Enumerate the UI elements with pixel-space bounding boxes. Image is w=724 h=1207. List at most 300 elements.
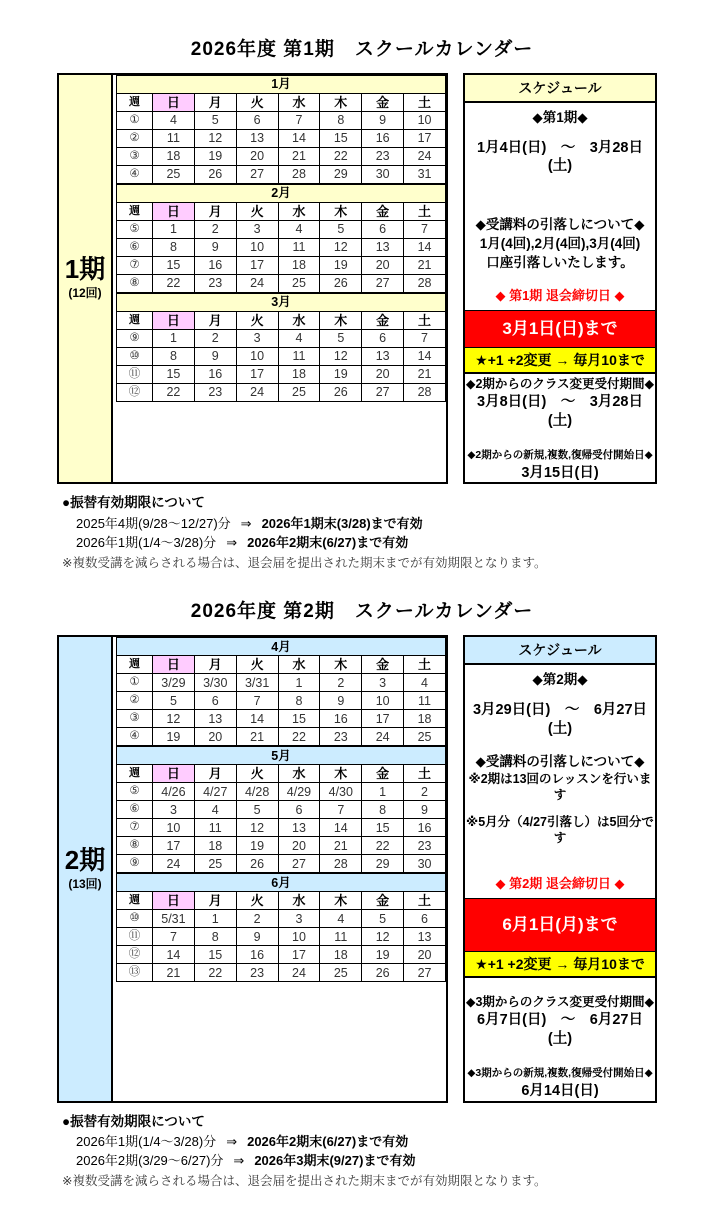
schedule-text: ※5月分（4/27引落し）は5回分です (466, 814, 654, 845)
weekday-header: 木 (320, 765, 362, 783)
change-rule-banner: ★+1 +2変更 → 毎月10まで (465, 348, 655, 374)
schedule-text: ◆3期からの新規,複数,復帰受付開始日◆ (467, 1067, 653, 1080)
deadline-banner: 3月1日(日)まで (465, 310, 655, 348)
month-calendar (116, 75, 446, 184)
schedule-text: ◆第2期◆ (532, 672, 588, 688)
deadline-title: ◆ 第1期 退会締切日 ◆ (495, 287, 625, 303)
month-title: 4月 (117, 638, 446, 656)
day-cell: 3/29 (153, 674, 195, 692)
day-cell: 16 (320, 710, 362, 728)
weekday-header: 木 (320, 656, 362, 674)
arrow-glyph: ⇒ (240, 515, 252, 531)
week-number: ⑨ (117, 855, 153, 873)
day-cell: 18 (278, 366, 320, 384)
transfer-validity-line (76, 1151, 724, 1171)
day-cell: 4/27 (194, 783, 236, 801)
weekday-header: 水 (278, 892, 320, 910)
day-cell: 15 (153, 366, 195, 384)
day-cell: 5 (320, 221, 362, 239)
weekday-header: 木 (320, 892, 362, 910)
validity-to: 2026年2期末(6/27)まで有効 (247, 535, 409, 551)
day-cell: 30 (404, 855, 446, 873)
transfer-validity-line (76, 514, 724, 534)
validity-to: 2026年3期末(9/27)まで有効 (254, 1153, 416, 1169)
arrow-glyph: ⇒ (226, 1133, 238, 1149)
day-cell: 17 (153, 837, 195, 855)
week-number: ⑥ (117, 239, 153, 257)
week-number: ⑫ (117, 384, 153, 402)
period-1-content-row (57, 73, 724, 484)
day-cell: 6 (404, 910, 446, 928)
day-cell: 16 (194, 257, 236, 275)
day-cell: 19 (236, 837, 278, 855)
schedule-text: 3月15日(日) (521, 464, 599, 481)
week-number: ④ (117, 728, 153, 746)
weekday-header: 水 (278, 312, 320, 330)
day-cell: 8 (153, 239, 195, 257)
arrow-glyph: ⇒ (233, 1153, 245, 1169)
transfer-validity-line (76, 533, 724, 553)
day-cell: 28 (404, 275, 446, 293)
weekday-header: 土 (404, 892, 446, 910)
day-cell: 12 (320, 239, 362, 257)
day-cell: 14 (320, 819, 362, 837)
day-cell: 9 (194, 239, 236, 257)
change-rule-banner: ★+1 +2変更 → 毎月10まで (465, 952, 655, 978)
day-cell: 7 (236, 692, 278, 710)
weekday-header: 火 (236, 656, 278, 674)
day-cell: 26 (236, 855, 278, 873)
day-cell: 3/31 (236, 674, 278, 692)
day-cell: 4 (404, 674, 446, 692)
month-title: 5月 (117, 747, 446, 765)
week-number: ⑪ (117, 928, 153, 946)
weekday-header: 水 (278, 203, 320, 221)
day-cell: 29 (320, 166, 362, 184)
day-cell: 10 (278, 928, 320, 946)
day-cell: 5 (236, 801, 278, 819)
weekday-header: 火 (236, 765, 278, 783)
day-cell: 4 (278, 221, 320, 239)
period-label: 1期 (64, 254, 106, 285)
day-cell: 22 (362, 837, 404, 855)
day-cell: 9 (362, 112, 404, 130)
day-cell: 13 (278, 819, 320, 837)
day-cell: 19 (362, 946, 404, 964)
day-cell: 19 (194, 148, 236, 166)
day-cell: 3 (362, 674, 404, 692)
validity-to: 2026年2期末(6/27)まで有効 (247, 1133, 409, 1149)
day-cell: 21 (320, 837, 362, 855)
validity-from: 2026年1期(1/4～3/28)分 (76, 1133, 217, 1149)
deadline-title: ◆ 第2期 退会締切日 ◆ (495, 876, 625, 892)
day-cell: 15 (278, 710, 320, 728)
weekday-header: 金 (362, 312, 404, 330)
day-cell: 8 (194, 928, 236, 946)
day-cell: 21 (404, 366, 446, 384)
weekday-header: 火 (236, 312, 278, 330)
day-cell: 4 (194, 801, 236, 819)
schedule-text: 1月4日(日) ～ 3月28日(土) (477, 139, 643, 175)
weekday-header: 週 (117, 765, 153, 783)
period-label: 2期 (64, 844, 106, 875)
day-cell: 3 (236, 221, 278, 239)
weekday-header: 月 (194, 94, 236, 112)
weekday-header: 火 (236, 94, 278, 112)
month-calendar (116, 184, 446, 293)
day-cell: 11 (194, 819, 236, 837)
day-cell: 21 (153, 964, 195, 982)
month-title: 6月 (117, 874, 446, 892)
weekday-header: 木 (320, 94, 362, 112)
day-cell: 14 (404, 348, 446, 366)
transfer-validity-line (76, 1132, 724, 1152)
day-cell: 18 (194, 837, 236, 855)
day-cell: 25 (278, 275, 320, 293)
day-cell: 20 (236, 148, 278, 166)
day-cell: 27 (362, 275, 404, 293)
day-cell: 1 (153, 330, 195, 348)
day-cell: 27 (404, 964, 446, 982)
day-cell: 12 (320, 348, 362, 366)
day-cell: 30 (362, 166, 404, 184)
day-cell: 3/30 (194, 674, 236, 692)
schedule-panel-header: スケジュール (465, 75, 655, 103)
day-cell: 31 (404, 166, 446, 184)
day-cell: 13 (362, 239, 404, 257)
schedule-text: ◆第1期◆ (532, 110, 588, 125)
day-cell: 21 (236, 728, 278, 746)
day-cell: 2 (194, 330, 236, 348)
week-number: ⑨ (117, 330, 153, 348)
schedule-text: 6月14日(日) (521, 1082, 599, 1099)
day-cell: 25 (194, 855, 236, 873)
day-cell: 24 (278, 964, 320, 982)
schedule-text: ◆受講料の引落しについて◆ (475, 217, 645, 233)
page-title: 2026年度 第1期 スクールカレンダー (190, 39, 534, 60)
month-title: 2月 (117, 185, 446, 203)
day-cell: 24 (404, 148, 446, 166)
day-cell: 8 (362, 801, 404, 819)
day-cell: 4/29 (278, 783, 320, 801)
weekday-header: 日 (153, 312, 195, 330)
day-cell: 16 (362, 130, 404, 148)
day-cell: 10 (362, 692, 404, 710)
day-cell: 24 (362, 728, 404, 746)
weekday-header: 週 (117, 312, 153, 330)
day-cell: 8 (153, 348, 195, 366)
weekday-header: 月 (194, 765, 236, 783)
day-cell: 12 (362, 928, 404, 946)
day-cell: 7 (404, 330, 446, 348)
day-cell: 4 (278, 330, 320, 348)
week-number: ⑫ (117, 946, 153, 964)
day-cell: 6 (236, 112, 278, 130)
day-cell: 16 (236, 946, 278, 964)
day-cell: 9 (236, 928, 278, 946)
week-number: ⑬ (117, 964, 153, 982)
day-cell: 23 (320, 728, 362, 746)
month-calendar (116, 293, 446, 402)
week-number: ② (117, 130, 153, 148)
period-1-calendar (57, 73, 448, 484)
schedule-panel-header: スケジュール (465, 637, 655, 665)
day-cell: 9 (404, 801, 446, 819)
week-number: ③ (117, 710, 153, 728)
period-1-section (0, 34, 724, 572)
day-cell: 13 (362, 348, 404, 366)
weekday-header: 金 (362, 892, 404, 910)
day-cell: 9 (194, 348, 236, 366)
day-cell: 17 (236, 366, 278, 384)
day-cell: 21 (404, 257, 446, 275)
period-2-schedule-panel (463, 635, 657, 1102)
day-cell: 3 (236, 330, 278, 348)
week-number: ② (117, 692, 153, 710)
weekday-header: 金 (362, 656, 404, 674)
day-cell: 23 (194, 275, 236, 293)
weekday-header: 日 (153, 892, 195, 910)
day-cell: 28 (320, 855, 362, 873)
schedule-panel-body (465, 665, 655, 1100)
day-cell: 27 (362, 384, 404, 402)
day-cell: 26 (194, 166, 236, 184)
weekday-header: 月 (194, 312, 236, 330)
deadline-banner: 6月1日(月)まで (465, 898, 655, 952)
period-1-side-label (59, 75, 113, 482)
day-cell: 6 (362, 221, 404, 239)
day-cell: 5 (194, 112, 236, 130)
weekday-header: 日 (153, 765, 195, 783)
day-cell: 10 (236, 348, 278, 366)
day-cell: 21 (278, 148, 320, 166)
day-cell: 17 (278, 946, 320, 964)
schedule-text: 6月7日(日) ～ 6月27日(土) (477, 1012, 643, 1048)
period-2-section (0, 596, 724, 1190)
day-cell: 11 (278, 239, 320, 257)
week-number: ⑪ (117, 366, 153, 384)
day-cell: 8 (320, 112, 362, 130)
day-cell: 1 (153, 221, 195, 239)
weekday-header: 水 (278, 656, 320, 674)
page-title: 2026年度 第2期 スクールカレンダー (190, 601, 534, 623)
day-cell: 16 (194, 366, 236, 384)
day-cell: 2 (320, 674, 362, 692)
day-cell: 1 (362, 783, 404, 801)
day-cell: 20 (194, 728, 236, 746)
schedule-text: ◆3期からのクラス変更受付期間◆ (465, 995, 655, 1010)
day-cell: 10 (236, 239, 278, 257)
day-cell: 23 (404, 837, 446, 855)
day-cell: 12 (153, 710, 195, 728)
day-cell: 7 (404, 221, 446, 239)
day-cell: 28 (404, 384, 446, 402)
period-1-footer-notes (62, 493, 724, 572)
weekday-header: 火 (236, 203, 278, 221)
period-2-side-label (59, 637, 113, 1100)
day-cell: 23 (194, 384, 236, 402)
day-cell: 14 (404, 239, 446, 257)
day-cell: 2 (404, 783, 446, 801)
day-cell: 6 (362, 330, 404, 348)
period-lesson-count: (12回) (68, 286, 102, 301)
day-cell: 22 (278, 728, 320, 746)
day-cell: 25 (404, 728, 446, 746)
day-cell: 18 (404, 710, 446, 728)
day-cell: 16 (404, 819, 446, 837)
validity-to: 2026年1期末(3/28)まで有効 (261, 515, 423, 531)
period-2-content-row (57, 635, 724, 1102)
validity-from: 2025年4期(9/28～12/27)分 (76, 515, 231, 531)
period-2-calendar (57, 635, 448, 1102)
weekday-header: 週 (117, 203, 153, 221)
day-cell: 24 (236, 275, 278, 293)
schedule-text: 3月29日(日) ～ 6月27日(土) (472, 701, 648, 737)
weekday-header: 木 (320, 203, 362, 221)
day-cell: 19 (153, 728, 195, 746)
day-cell: 18 (278, 257, 320, 275)
day-cell: 15 (362, 819, 404, 837)
day-cell: 6 (278, 801, 320, 819)
day-cell: 3 (153, 801, 195, 819)
schedule-text: 1月(4回),2月(4回),3月(4回) (479, 235, 641, 251)
weekday-header: 日 (153, 94, 195, 112)
day-cell: 5 (320, 330, 362, 348)
day-cell: 29 (362, 855, 404, 873)
day-cell: 1 (278, 674, 320, 692)
week-number: ⑤ (117, 783, 153, 801)
month-calendar (116, 746, 446, 873)
day-cell: 26 (320, 275, 362, 293)
day-cell: 4/28 (236, 783, 278, 801)
day-cell: 3 (278, 910, 320, 928)
day-cell: 23 (236, 964, 278, 982)
weekday-header: 土 (404, 656, 446, 674)
day-cell: 1 (194, 910, 236, 928)
period-lesson-count: (13回) (68, 876, 102, 891)
day-cell: 26 (320, 384, 362, 402)
day-cell: 2 (236, 910, 278, 928)
day-cell: 5 (153, 692, 195, 710)
day-cell: 7 (278, 112, 320, 130)
schedule-text: ◆2期からの新規,複数,復帰受付開始日◆ (467, 448, 653, 461)
day-cell: 20 (362, 257, 404, 275)
day-cell: 25 (278, 384, 320, 402)
weekday-header: 土 (404, 94, 446, 112)
footer-title: ●振替有効期限について (62, 495, 205, 511)
day-cell: 20 (404, 946, 446, 964)
schedule-text: 3月8日(日) ～ 3月28日(土) (477, 394, 643, 430)
arrow-glyph: ⇒ (226, 535, 238, 551)
month-calendar (116, 873, 446, 982)
day-cell: 9 (320, 692, 362, 710)
day-cell: 4/30 (320, 783, 362, 801)
day-cell: 12 (194, 130, 236, 148)
day-cell: 7 (320, 801, 362, 819)
day-cell: 17 (404, 130, 446, 148)
week-number: ⑩ (117, 348, 153, 366)
schedule-text: ◆受講料の引落しについて◆ (475, 753, 645, 769)
schedule-text: 口座引落しいたします。 (486, 255, 634, 271)
day-cell: 13 (236, 130, 278, 148)
week-number: ⑦ (117, 257, 153, 275)
day-cell: 23 (362, 148, 404, 166)
day-cell: 19 (320, 257, 362, 275)
month-title: 3月 (117, 294, 446, 312)
day-cell: 15 (194, 946, 236, 964)
day-cell: 7 (153, 928, 195, 946)
day-cell: 20 (278, 837, 320, 855)
day-cell: 22 (320, 148, 362, 166)
day-cell: 25 (320, 964, 362, 982)
day-cell: 6 (194, 692, 236, 710)
day-cell: 17 (362, 710, 404, 728)
weekday-header: 月 (194, 656, 236, 674)
footer-note: ※複数受講を減らされる場合は、退会届を提出された期末までが有効期限となります。 (62, 1173, 547, 1188)
weekday-header: 水 (278, 94, 320, 112)
week-number: ⑧ (117, 275, 153, 293)
week-number: ⑦ (117, 819, 153, 837)
period-2-footer-notes (62, 1112, 724, 1191)
week-number: ③ (117, 148, 153, 166)
weekday-header: 週 (117, 892, 153, 910)
day-cell: 4 (320, 910, 362, 928)
weekday-header: 金 (362, 765, 404, 783)
day-cell: 18 (153, 148, 195, 166)
day-cell: 25 (153, 166, 195, 184)
weekday-header: 日 (153, 656, 195, 674)
day-cell: 27 (236, 166, 278, 184)
day-cell: 11 (320, 928, 362, 946)
weekday-header: 金 (362, 94, 404, 112)
day-cell: 10 (404, 112, 446, 130)
weekday-header: 月 (194, 203, 236, 221)
weekday-header: 水 (278, 765, 320, 783)
footer-title: ●振替有効期限について (62, 1113, 205, 1129)
schedule-text: ◆2期からのクラス変更受付期間◆ (465, 376, 655, 391)
month-title: 1月 (117, 76, 446, 94)
day-cell: 28 (278, 166, 320, 184)
day-cell: 10 (153, 819, 195, 837)
week-number: ⑩ (117, 910, 153, 928)
day-cell: 12 (236, 819, 278, 837)
day-cell: 17 (236, 257, 278, 275)
day-cell: 14 (236, 710, 278, 728)
weekday-header: 木 (320, 312, 362, 330)
day-cell: 26 (362, 964, 404, 982)
period-1-schedule-panel (463, 73, 657, 484)
day-cell: 20 (362, 366, 404, 384)
day-cell: 11 (153, 130, 195, 148)
schedule-panel-body (465, 103, 655, 482)
validity-from: 2026年1期(1/4～3/28)分 (76, 535, 217, 551)
day-cell: 14 (278, 130, 320, 148)
weekday-header: 土 (404, 312, 446, 330)
day-cell: 8 (278, 692, 320, 710)
week-number: ⑤ (117, 221, 153, 239)
day-cell: 5 (362, 910, 404, 928)
day-cell: 22 (153, 384, 195, 402)
weekday-header: 月 (194, 892, 236, 910)
day-cell: 27 (278, 855, 320, 873)
weekday-header: 土 (404, 765, 446, 783)
day-cell: 4 (153, 112, 195, 130)
validity-from: 2026年2期(3/29～6/27)分 (76, 1153, 224, 1169)
day-cell: 4/26 (153, 783, 195, 801)
week-number: ⑧ (117, 837, 153, 855)
day-cell: 15 (153, 257, 195, 275)
footer-note: ※複数受講を減らされる場合は、退会届を提出された期末までが有効期限となります。 (62, 555, 547, 570)
